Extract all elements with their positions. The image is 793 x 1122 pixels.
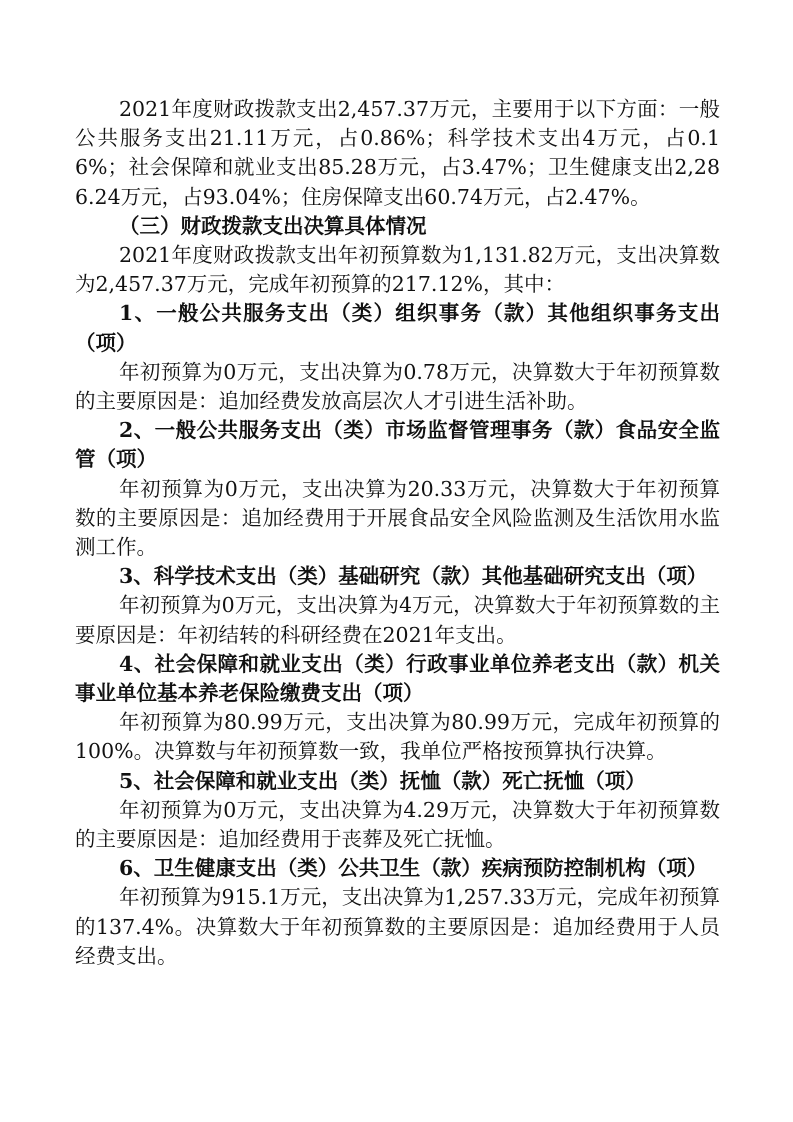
- budget-overview-paragraph: 2021年度财政拨款支出年初预算数为1,131.82万元，支出决算数为2,457.37万元，完成年初预算的217.12%，其中：: [75, 243, 720, 297]
- expenditure-summary-paragraph: 2021年度财政拨款支出2,457.37万元，主要用于以下方面：一般公共服务支出21.11万元，占0.86%；科学技术支出4万元，占0.16%；社会保障和就业支出85.28万元，占3.47%；卫生健康支出2,286.24万元，占93.04%；住房保障支出60.74万元，占2.47%。: [75, 97, 720, 209]
- item-heading-2: 2、一般公共服务支出（类）市场监督管理事务（款）食品安全监管（项）: [75, 418, 720, 472]
- item-heading-4: 4、社会保障和就业支出（类）行政事业单位养老支出（款）机关事业单位基本养老保险缴费支出（项）: [75, 651, 720, 706]
- item-body-4: 年初预算为80.99万元，支出决算为80.99万元，完成年初预算的100%。决算数与年初预算数一致，我单位严格按预算执行决算。: [75, 710, 720, 764]
- item-heading-6: 6、卫生健康支出（类）公共卫生（款）疾病预防控制机构（项）: [119, 856, 708, 881]
- document-page: [75, 95, 720, 971]
- item-body-6: 年初预算为915.1万元，支出决算为1,257.33万元，完成年初预算的137.4%。决算数大于年初预算数的主要原因是：追加经费用于人员经费支出。: [75, 885, 720, 968]
- item-body-3: 年初预算为0万元，支出决算为4万元，决算数大于年初预算数的主要原因是：年初结转的科研经费在2021年支出。: [75, 593, 720, 647]
- item-body-1: 年初预算为0万元，支出决算为0.78万元，决算数大于年初预算数的主要原因是：追加经费发放高层次人才引进生活补助。: [75, 359, 720, 414]
- item-heading-1: 1、一般公共服务支出（类）组织事务（款）其他组织事务支出（项）: [75, 301, 720, 355]
- item-body-2: 年初预算为0万元，支出决算为20.33万元，决算数大于年初预算数的主要原因是：追加经费用于开展食品安全风险监测及生活饮用水监测工作。: [75, 476, 720, 560]
- item-heading-3: 3、科学技术支出（类）基础研究（款）其他基础研究支出（项）: [119, 564, 708, 589]
- item-heading-5: 5、社会保障和就业支出（类）抚恤（款）死亡抚恤（项）: [119, 768, 646, 793]
- item-body-5: 年初预算为0万元，支出决算为4.29万元，决算数大于年初预算数的主要原因是：追加经费用于丧葬及死亡抚恤。: [75, 797, 720, 852]
- section-heading-3: （三）财政拨款支出决算具体情况: [119, 213, 427, 238]
